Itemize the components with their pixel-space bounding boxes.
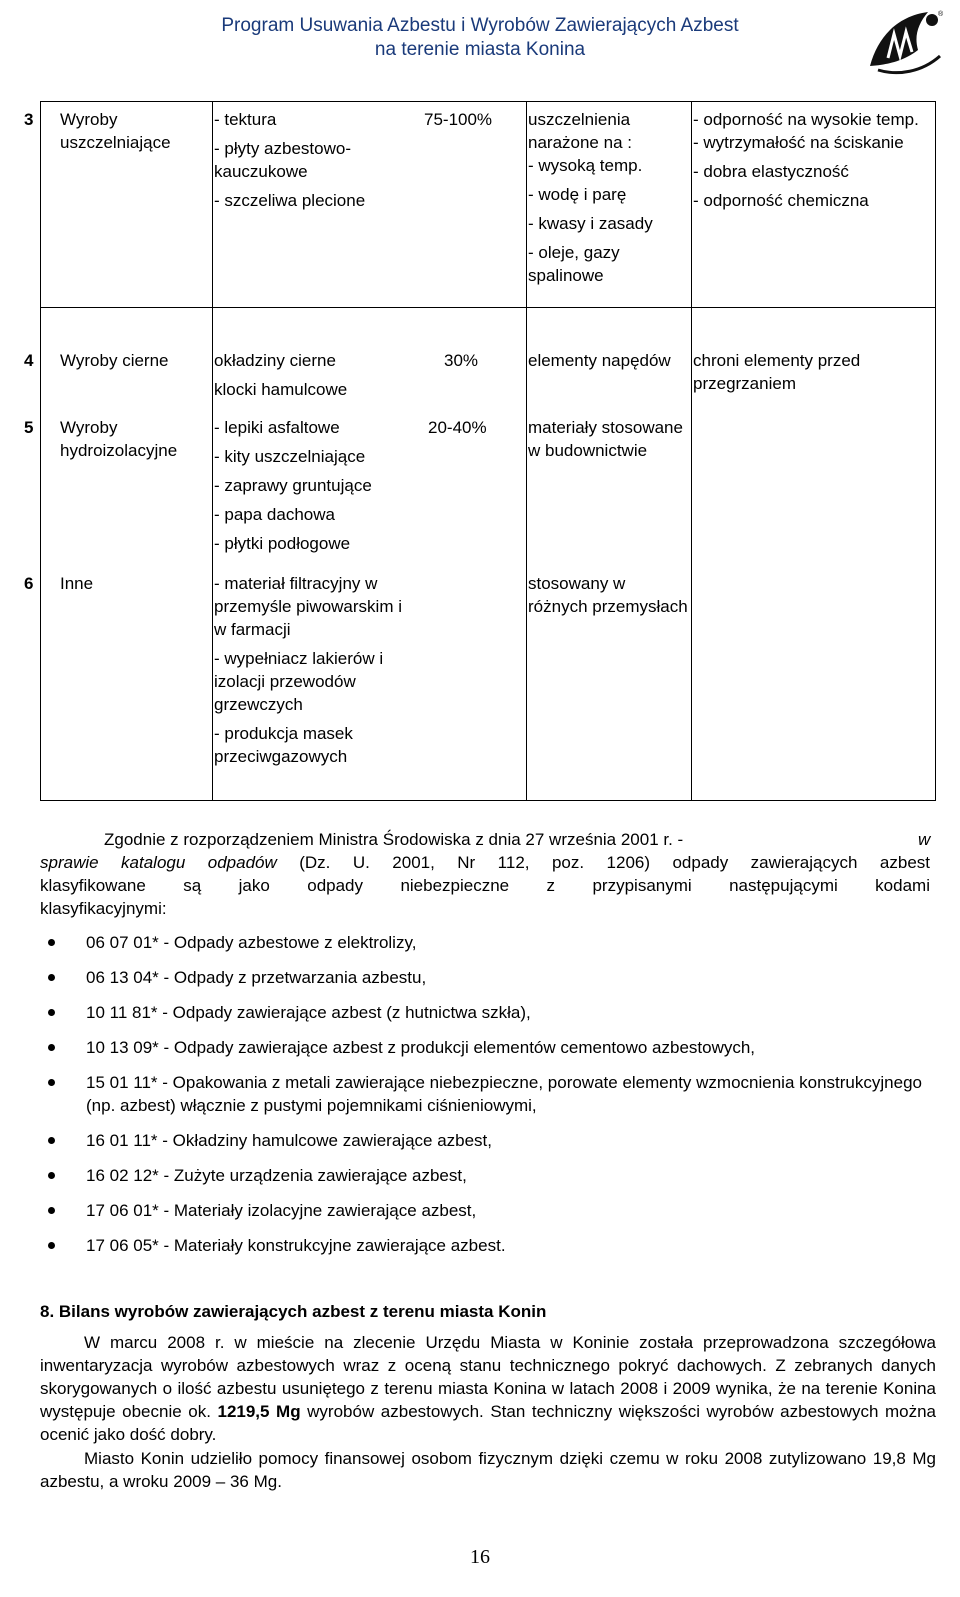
- row-use: [528, 572, 688, 618]
- list-item: 06 13 04* - Odpady z przetwarzania azbestu,: [40, 966, 930, 989]
- waste-codes-list: [40, 931, 930, 1269]
- bullet-icon: [48, 1137, 55, 1144]
- product-item: - papa dachowa: [214, 505, 335, 524]
- row-name: Inne: [60, 574, 94, 593]
- list-item: 10 11 81* - Odpady zawierające azbest (z hutnictwa szkła),: [40, 1001, 930, 1024]
- intro-line1-end: w: [918, 830, 931, 849]
- use-item: - wysoką temp.: [528, 156, 643, 175]
- asbestos-amount: 1219,5 Mg: [217, 1402, 301, 1421]
- product-item: - płytki podłogowe: [214, 534, 351, 553]
- bullet-icon: [48, 1172, 55, 1179]
- section8-paragraph-1: W marcu 2008 r. w mieście na zlecenie Urzędu Miasta w Koninie została przeprowadzona szczegółowa inwentaryzacja wyrobów azbestowych wraz z oceną stanu technicznego pokryć dachowych. Z zebranych danych skorygowanych o ilość azbestu usuniętego z terenu miasta Konina w latach 2008 i 2009 wynika, że na terenie Konina występuje obecnie ok. 1219,5 Mg wyrobów azbestowych. Stan techniczny większości wyrobów azbestowych można ocenić jako dość dobry.: [40, 1333, 937, 1444]
- product-item: - szczeliwa plecione: [214, 191, 366, 210]
- header-title-line1: Program Usuwania Azbestu i Wyrobów Zawierających Azbest: [221, 15, 739, 36]
- property-item: chroni elementy przed przegrzaniem: [693, 351, 861, 393]
- row-name: Wyroby hydroizolacyjne: [60, 418, 178, 460]
- use-item: uszczelnienia narażone na :: [528, 110, 632, 152]
- row-products: [214, 572, 410, 768]
- bullet-icon: [48, 1207, 55, 1214]
- list-item: 15 01 11* - Opakowania z metali zawierające niebezpieczne, porowate elementy wzmocnienia konstrukcyjnego (np. azbest) włącznie z pustymi pojemnikami ciśnieniowymi,: [40, 1071, 930, 1117]
- bullet-icon: [48, 1079, 55, 1086]
- product-item: klocki hamulcowe: [214, 380, 348, 399]
- use-item: - oleje, gazy spalinowe: [528, 243, 620, 285]
- row-products: [214, 416, 410, 555]
- header-title-line2: na terenie miasta Konina: [374, 39, 586, 60]
- use-item: elementy napędów: [528, 351, 671, 370]
- page-header: [0, 14, 960, 62]
- product-item: okładziny cierne: [214, 351, 336, 370]
- row-use: [528, 349, 688, 372]
- row-name: Wyroby uszczelniające: [60, 110, 171, 152]
- row-content: 20-40%: [428, 418, 487, 437]
- intro-paragraph: [40, 828, 930, 920]
- row-number: 4: [24, 351, 34, 370]
- list-item: 17 06 05* - Materiały konstrukcyjne zawierające azbest.: [40, 1234, 930, 1257]
- intro-line3: klasyfikowane są jako odpady niebezpieczne z przypisanymi następującymi kodami: [40, 876, 930, 895]
- row-name: Wyroby cierne: [60, 351, 169, 370]
- property-item: - odporność chemiczna: [693, 191, 869, 210]
- section-heading: 8. Bilans wyrobów zawierających azbest z terenu miasta Konin: [40, 1302, 547, 1321]
- bullet-icon: [48, 1242, 55, 1249]
- intro-line1: Zgodnie z rozporządzeniem Ministra Środowiska z dnia 27 września 2001 r. -: [104, 830, 684, 849]
- row-properties: [693, 349, 933, 395]
- bullet-icon: [48, 1009, 55, 1016]
- row-content: 30%: [444, 351, 479, 370]
- product-item: - materiał filtracyjny w przemyśle piwowarskim i w farmacji: [214, 574, 402, 639]
- row-number: 5: [24, 418, 34, 437]
- list-item: 10 13 09* - Odpady zawierające azbest z produkcji elementów cementowo azbestowych,: [40, 1036, 930, 1059]
- svg-text:®: ®: [938, 11, 944, 18]
- intro-line2: (Dz. U. 2001, Nr 112, poz. 1206) odpady zawierających azbest: [276, 853, 930, 872]
- row-content: 75-100%: [424, 110, 493, 129]
- row-products: [214, 349, 410, 401]
- list-item: 16 02 12* - Zużyte urządzenia zawierające azbest,: [40, 1164, 930, 1187]
- product-item: - płyty azbestowo-kauczukowe: [214, 139, 351, 181]
- bullet-icon: [48, 974, 55, 981]
- product-item: - zaprawy gruntujące: [214, 476, 372, 495]
- use-item: stosowany w różnych przemysłach: [528, 574, 688, 616]
- use-item: - wodę i parę: [528, 185, 627, 204]
- bullet-icon: [48, 1044, 55, 1051]
- property-item: - dobra elastyczność: [693, 162, 849, 181]
- list-item: 16 01 11* - Okładziny hamulcowe zawierające azbest,: [40, 1129, 930, 1152]
- page-number: 16: [470, 1546, 490, 1568]
- use-item: - kwasy i zasady: [528, 214, 653, 233]
- bullet-icon: [48, 939, 55, 946]
- row-use: [528, 108, 688, 287]
- product-item: - tektura: [214, 110, 277, 129]
- product-item: - wypełniacz lakierów i izolacji przewodów grzewczych: [214, 649, 384, 714]
- product-item: - produkcja masek przeciwgazowych: [214, 724, 353, 766]
- product-item: - kity uszczelniające: [214, 447, 366, 466]
- list-item: 17 06 01* - Materiały izolacyjne zawierające azbest,: [40, 1199, 930, 1222]
- section8-paragraph-2: Miasto Konin udzieliło pomocy finansowej osobom fizycznym dzięki czemu w roku 2008 zutylizowano 19,8 Mg azbestu, a wroku 2009 – 36 Mg.: [40, 1449, 936, 1491]
- asbestos-products-table: [24, 101, 936, 801]
- row-properties: [693, 108, 933, 212]
- intro-regulation-title: sprawie katalogu odpadów: [40, 853, 277, 872]
- intro-line4: klasyfikacyjnymi:: [40, 899, 167, 918]
- list-item: 06 07 01* - Odpady azbestowe z elektrolizy,: [40, 931, 930, 954]
- city-crest-icon: [858, 6, 948, 78]
- property-item: - odporność na wysokie temp.: [693, 110, 919, 129]
- product-item: - lepiki asfaltowe: [214, 418, 340, 437]
- row-number: 3: [24, 110, 34, 129]
- use-item: materiały stosowane w budownictwie: [528, 418, 683, 460]
- property-item: - wytrzymałość na ściskanie: [693, 133, 904, 152]
- row-number: 6: [24, 574, 34, 593]
- row-products: [214, 108, 410, 212]
- row-use: [528, 416, 688, 462]
